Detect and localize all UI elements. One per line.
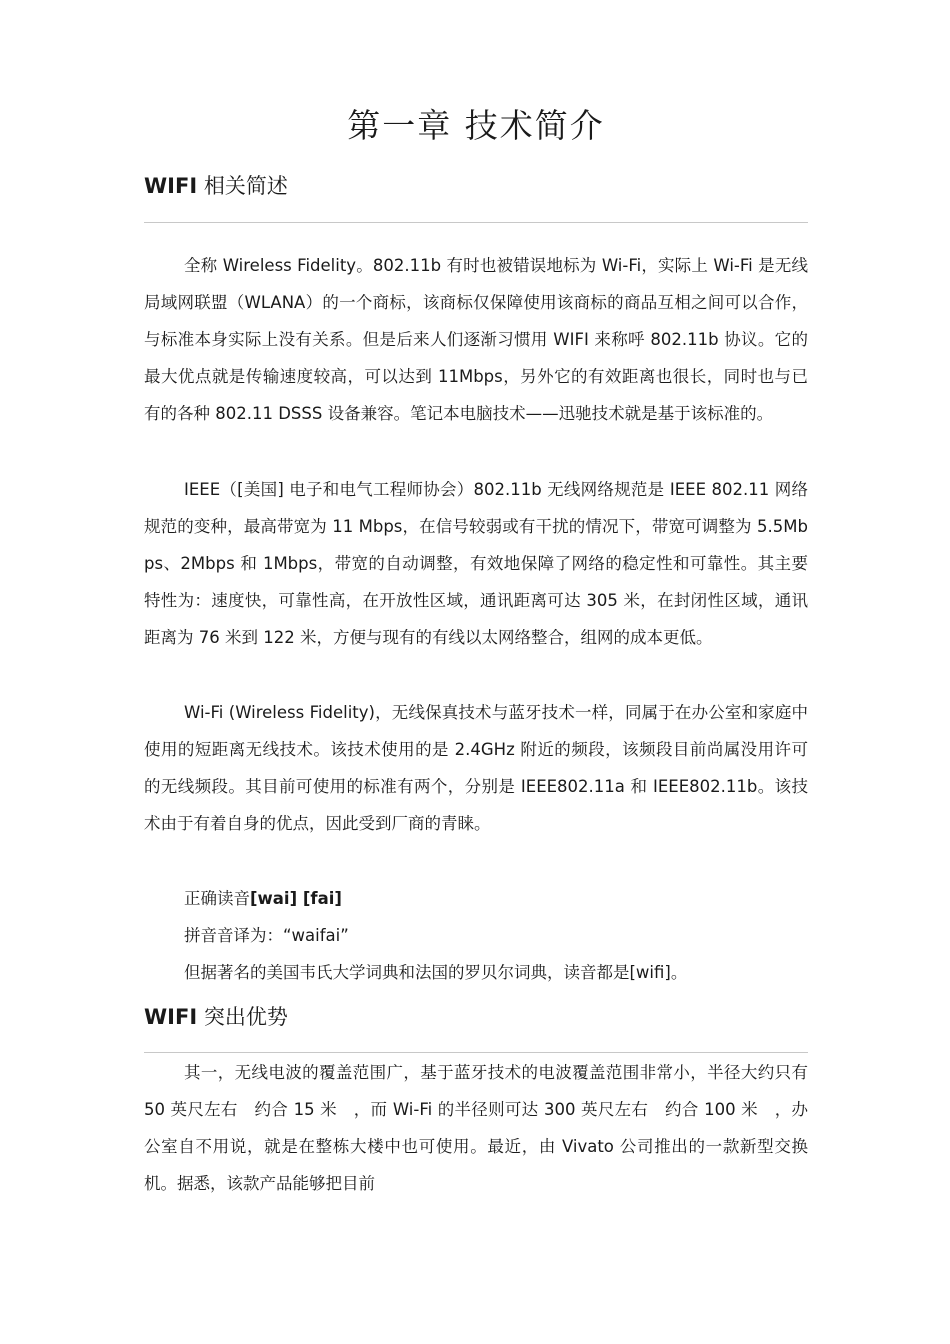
section-heading-bold: WIFI bbox=[144, 174, 198, 198]
chapter-title: 第一章 技术简介 bbox=[347, 106, 605, 145]
dictionary-line: 但据著名的美国韦氏大学词典和法国的罗贝尔词典，读音都是[wifi]。 bbox=[184, 963, 688, 982]
pronunciation-value: [wai] [fai] bbox=[250, 889, 342, 908]
section-divider bbox=[144, 222, 808, 223]
paragraph-wifi-definition: 全称 Wireless Fidelity。802.11b 有时也被错误地标为 Wi-Fi，实际上 Wi-Fi 是无线局域网联盟（WLANA）的一个商标，该商标仅保障使用该商标的商品互相之间可以合作，与标准本身实际上没有关系。但是后来人们逐渐习惯用 WIFI 来称呼 802.11b 协议。它的最大优点就是传输速度较高，可以达到 11Mbps，另外它的有效距离也很长，同时也与已有的各种 802.11 DSSS 设备兼容。笔记本电脑技术——迅驰技术就是基于该标准的。 bbox=[144, 256, 808, 423]
paragraph-wifi-short-range: Wi-Fi (Wireless Fidelity)，无线保真技术与蓝牙技术一样，同属于在办公室和家庭中使用的短距离无线技术。该技术使用的是 2.4GHz 附近的频段，该频段目前尚属没用许可的无线频段。其目前可使用的标准有两个，分别是 IEEE802.11a 和 IEEE802.11b。该技术由于有着自身的优点，因此受到厂商的青睐。 bbox=[144, 703, 808, 833]
section-heading-text: 相关简述 bbox=[197, 174, 288, 198]
pinyin-line: 拼音音译为：“waifai” bbox=[184, 926, 349, 945]
paragraph-coverage-advantage: 其一，无线电波的覆盖范围广，基于蓝牙技术的电波覆盖范围非常小，半径大约只有 50 英尺左右 约合 15 米 ，而 Wi-Fi 的半径则可达 300 英尺左右 约合 100 米 ，办公室自不用说，就是在整栋大楼中也可使用。最近，由 Vivato 公司推出的一款新型交换机。据悉，该款产品能够把目前 bbox=[144, 1063, 808, 1193]
section-heading-text: 突出优势 bbox=[197, 1005, 288, 1029]
paragraph-ieee-80211b: IEEE（[美国] 电子和电气工程师协会）802.11b 无线网络规范是 IEEE 802.11 网络规范的变种，最高带宽为 11 Mbps，在信号较弱或有干扰的情况下，带宽可调整为 5.5Mbps、2Mbps 和 1Mbps，带宽的自动调整，有效地保障了网络的稳定性和可靠性。其主要特性为：速度快，可靠性高，在开放性区域，通讯距离可达 305 米，在封闭性区域，通讯距离为 76 米到 122 米，方便与现有的有线以太网络整合，组网的成本更低。 bbox=[144, 480, 808, 647]
pronunciation-line bbox=[184, 880, 342, 917]
section-heading-wifi-overview bbox=[144, 170, 288, 200]
section-heading-wifi-advantages bbox=[144, 1001, 288, 1031]
pronunciation-label: 正确读音 bbox=[184, 889, 250, 908]
section-divider bbox=[144, 1052, 808, 1053]
section-heading-bold: WIFI bbox=[144, 1005, 198, 1029]
